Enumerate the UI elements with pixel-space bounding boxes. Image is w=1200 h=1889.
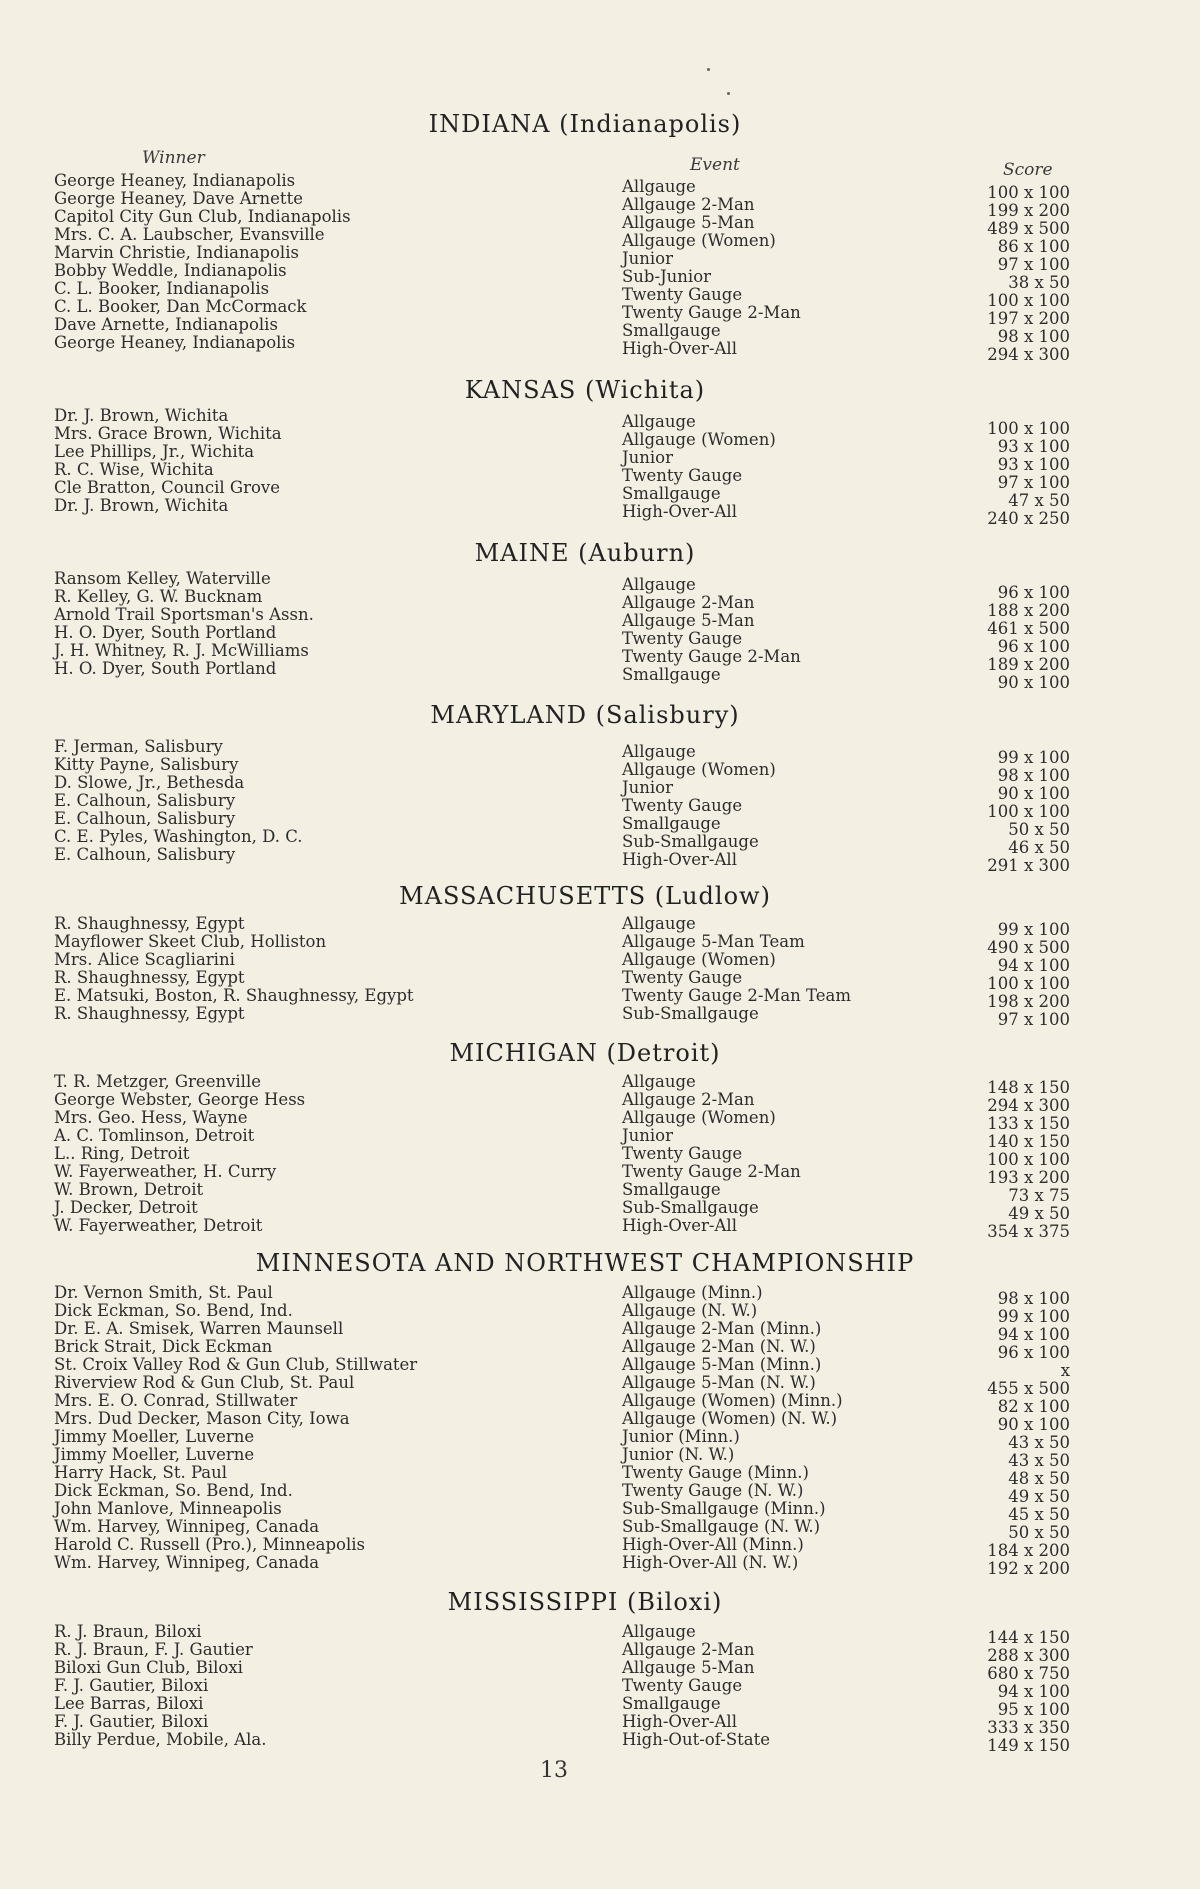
event-name: Junior: [622, 448, 673, 467]
section-title: KANSAS (Wichita): [464, 376, 706, 404]
result-row: [0, 1676, 1200, 1701]
result-row: [0, 1658, 1200, 1683]
score-value: 140 x 150: [987, 1132, 1070, 1151]
score-value: 43 x 50: [1008, 1433, 1070, 1452]
result-row: [0, 1694, 1200, 1719]
event-name: Smallgauge: [622, 484, 721, 503]
event-name: High-Over-All: [622, 502, 737, 521]
event-name: Twenty Gauge: [622, 285, 743, 304]
score-value: 188 x 200: [987, 601, 1070, 620]
winner-name: Kitty Payne, Salisbury: [54, 755, 239, 774]
event-name: Twenty Gauge: [622, 629, 743, 648]
winner-name: R. J. Braun, Biloxi: [54, 1622, 202, 1641]
result-row: [0, 1319, 1200, 1344]
winner-name: L.. Ring, Detroit: [54, 1144, 190, 1163]
winner-name: Bobby Weddle, Indianapolis: [54, 261, 287, 280]
winner-name: E. Calhoun, Salisbury: [54, 809, 236, 828]
winner-name: R. C. Wise, Wichita: [54, 460, 214, 479]
result-row: [0, 791, 1200, 821]
winner-name: Cle Bratton, Council Grove: [54, 478, 281, 497]
result-row: [0, 914, 1200, 939]
winner-name: E. Calhoun, Salisbury: [54, 791, 236, 810]
result-row: [0, 1108, 1200, 1133]
event-name: Allgauge 5-Man: [622, 611, 755, 630]
section-title: MICHIGAN (Detroit): [449, 1039, 721, 1067]
result-row: [0, 1517, 1200, 1542]
score-value: 49 x 50: [1008, 1487, 1070, 1506]
event-name: Allgauge (Minn.): [622, 1283, 763, 1302]
event-name: Twenty Gauge: [622, 1144, 743, 1163]
result-row: [0, 1730, 1200, 1755]
winner-name: Billy Perdue, Mobile, Ala.: [54, 1730, 267, 1749]
score-value: 97 x 100: [997, 255, 1070, 274]
result-row: [0, 1622, 1200, 1647]
score-value: 99 x 100: [997, 748, 1070, 767]
winner-name: John Manlove, Minneapolis: [54, 1499, 282, 1518]
winner-name: R. Shaughnessy, Egypt: [54, 914, 245, 933]
score-value: 49 x 50: [1008, 1204, 1070, 1223]
event-name: Allgauge (Women): [622, 430, 776, 449]
result-row: [0, 845, 1200, 875]
event-name: Allgauge 2-Man: [622, 1640, 755, 1659]
event-name: Sub-Smallgauge (Minn.): [622, 1499, 826, 1518]
event-name: Allgauge (Women) (Minn.): [622, 1391, 843, 1410]
event-name: High-Over-All: [622, 1216, 737, 1235]
score-value: 97 x 100: [997, 1010, 1070, 1029]
score-value: 133 x 150: [987, 1114, 1070, 1133]
result-row: [0, 1090, 1200, 1115]
event-name: Twenty Gauge 2-Man Team: [622, 986, 851, 1005]
event-name: Allgauge 2-Man: [622, 593, 755, 612]
winner-name: J. H. Whitney, R. J. McWilliams: [54, 641, 309, 660]
score-value: 99 x 100: [997, 1307, 1070, 1326]
speck-mark: [707, 68, 710, 71]
score-value: 354 x 375: [987, 1222, 1070, 1241]
section-title: MARYLAND (Salisbury): [430, 701, 740, 729]
result-row: [0, 333, 1200, 364]
score-value: 94 x 100: [997, 1325, 1070, 1344]
winner-name: W. Fayerweather, H. Curry: [54, 1162, 277, 1181]
winner-name: A. C. Tomlinson, Detroit: [54, 1126, 255, 1145]
event-name: Allgauge (N. W.): [622, 1301, 758, 1320]
winner-name: C. L. Booker, Indianapolis: [54, 279, 270, 298]
score-value: 197 x 200: [987, 309, 1070, 328]
event-name: Junior: [622, 1126, 673, 1145]
result-row: [0, 1409, 1200, 1434]
winner-name: Wm. Harvey, Winnipeg, Canada: [54, 1517, 320, 1536]
score-value: 94 x 100: [997, 956, 1070, 975]
score-value: 50 x 50: [1008, 1523, 1070, 1542]
event-name: Twenty Gauge (N. W.): [622, 1481, 804, 1500]
event-name: Twenty Gauge 2-Man: [622, 1162, 801, 1181]
score-value: 192 x 200: [987, 1559, 1070, 1578]
winner-name: Mrs. Dud Decker, Mason City, Iowa: [54, 1409, 350, 1428]
event-name: High-Out-of-State: [622, 1730, 770, 1749]
event-name: Smallgauge: [622, 1180, 721, 1199]
score-value: 240 x 250: [987, 509, 1070, 528]
result-row: [0, 1337, 1200, 1362]
score-value: 100 x 100: [987, 1150, 1070, 1169]
winner-name: Dick Eckman, So. Bend, Ind.: [54, 1301, 293, 1320]
winner-name: J. Decker, Detroit: [54, 1198, 198, 1217]
result-row: [0, 1004, 1200, 1029]
score-value: 46 x 50: [1008, 838, 1070, 857]
result-row: [0, 950, 1200, 975]
score-value: 38 x 50: [1008, 273, 1070, 292]
score-value: 45 x 50: [1008, 1505, 1070, 1524]
winner-name: Wm. Harvey, Winnipeg, Canada: [54, 1553, 320, 1572]
winner-name: Dr. J. Brown, Wichita: [54, 406, 229, 425]
event-name: Allgauge (Women) (N. W.): [622, 1409, 838, 1428]
winner-name: F. J. Gautier, Biloxi: [54, 1676, 209, 1695]
score-value: 90 x 100: [997, 673, 1070, 692]
winner-name: R. Shaughnessy, Egypt: [54, 968, 245, 987]
winner-name: F. Jerman, Salisbury: [54, 737, 223, 756]
score-value: 100 x 100: [987, 802, 1070, 821]
speck-mark: [727, 92, 730, 95]
result-row: [0, 1481, 1200, 1506]
score-value: 490 x 500: [987, 938, 1070, 957]
winner-name: Ransom Kelley, Waterville: [54, 569, 271, 588]
winner-name: Mrs. C. A. Laubscher, Evansville: [54, 225, 325, 244]
event-name: High-Over-All (Minn.): [622, 1535, 804, 1554]
winner-name: Dave Arnette, Indianapolis: [54, 315, 278, 334]
event-name: Allgauge (Women): [622, 231, 776, 250]
result-row: [0, 1216, 1200, 1241]
result-row: [0, 1553, 1200, 1578]
event-name: Allgauge: [622, 575, 696, 594]
score-value: 100 x 100: [987, 183, 1070, 202]
winner-name: Dr. J. Brown, Wichita: [54, 496, 229, 515]
score-value: 184 x 200: [987, 1541, 1070, 1560]
winner-name: R. J. Braun, F. J. Gautier: [54, 1640, 253, 1659]
result-row: [0, 1445, 1200, 1470]
result-row: [0, 1427, 1200, 1452]
result-row: [0, 1535, 1200, 1560]
event-name: Allgauge 5-Man: [622, 213, 755, 232]
event-name: Allgauge (Women): [622, 1108, 776, 1127]
score-value: 291 x 300: [987, 856, 1070, 875]
score-value: 333 x 350: [987, 1718, 1070, 1737]
event-name: Allgauge 5-Man (N. W.): [622, 1373, 816, 1392]
event-name: Sub-Junior: [622, 267, 712, 286]
event-name: Twenty Gauge (Minn.): [622, 1463, 809, 1482]
score-value: 96 x 100: [997, 637, 1070, 656]
score-value: x: [1060, 1361, 1070, 1380]
event-name: Sub-Smallgauge (N. W.): [622, 1517, 821, 1536]
score-value: 43 x 50: [1008, 1451, 1070, 1470]
score-value: 149 x 150: [987, 1736, 1070, 1755]
winner-name: Riverview Rod & Gun Club, St. Paul: [54, 1373, 355, 1392]
event-column-header: Event: [690, 155, 740, 175]
score-value: 94 x 100: [997, 1682, 1070, 1701]
result-row: [0, 1180, 1200, 1205]
winner-name: Harold C. Russell (Pro.), Minneapolis: [54, 1535, 365, 1554]
event-name: Smallgauge: [622, 321, 721, 340]
winner-name: Dr. Vernon Smith, St. Paul: [54, 1283, 273, 1302]
result-row: [0, 1144, 1200, 1169]
event-name: High-Over-All: [622, 850, 737, 869]
score-value: 93 x 100: [997, 455, 1070, 474]
score-value: 680 x 750: [987, 1664, 1070, 1683]
section-title: MAINE (Auburn): [474, 539, 696, 567]
winner-name: Mrs. Geo. Hess, Wayne: [54, 1108, 248, 1127]
winner-name: Dr. E. A. Smisek, Warren Maunsell: [54, 1319, 344, 1338]
score-value: 288 x 300: [987, 1646, 1070, 1665]
result-row: [0, 968, 1200, 993]
result-row: [0, 1198, 1200, 1223]
result-row: [0, 1126, 1200, 1151]
winner-name: R. Shaughnessy, Egypt: [54, 1004, 245, 1023]
section-title: MISSISSIPPI (Biloxi): [447, 1588, 723, 1616]
event-name: High-Over-All (N. W.): [622, 1553, 799, 1572]
score-value: 294 x 300: [987, 1096, 1070, 1115]
event-name: Smallgauge: [622, 814, 721, 833]
score-value: 98 x 100: [997, 327, 1070, 346]
page-number: 13: [540, 1758, 568, 1783]
winner-name: Mrs. E. O. Conrad, Stillwater: [54, 1391, 298, 1410]
result-row: [0, 1162, 1200, 1187]
score-value: 294 x 300: [987, 345, 1070, 364]
winner-name: Capitol City Gun Club, Indianapolis: [54, 207, 351, 226]
event-name: Smallgauge: [622, 1694, 721, 1713]
event-name: Allgauge (Women): [622, 950, 776, 969]
event-name: Twenty Gauge 2-Man: [622, 303, 801, 322]
winner-name: H. O. Dyer, South Portland: [54, 659, 277, 678]
event-name: Junior (N. W.): [622, 1445, 735, 1464]
winner-name: Arnold Trail Sportsman's Assn.: [54, 605, 314, 624]
winner-column-header: Winner: [142, 148, 205, 168]
event-name: Twenty Gauge: [622, 1676, 743, 1695]
winner-name: George Heaney, Indianapolis: [54, 171, 296, 190]
event-name: Junior (Minn.): [622, 1427, 740, 1446]
event-name: Allgauge 2-Man (N. W.): [622, 1337, 816, 1356]
event-name: Allgauge 2-Man (Minn.): [622, 1319, 822, 1338]
result-row: [0, 1301, 1200, 1326]
result-row: [0, 986, 1200, 1011]
winner-name: Lee Barras, Biloxi: [54, 1694, 204, 1713]
winner-name: H. O. Dyer, South Portland: [54, 623, 277, 642]
score-value: 47 x 50: [1008, 491, 1070, 510]
event-name: Twenty Gauge: [622, 466, 743, 485]
winner-name: D. Slowe, Jr., Bethesda: [54, 773, 245, 792]
event-name: Allgauge 5-Man: [622, 1658, 755, 1677]
score-value: 82 x 100: [997, 1397, 1070, 1416]
event-name: High-Over-All: [622, 339, 737, 358]
event-name: Junior: [622, 778, 673, 797]
winner-name: George Webster, George Hess: [54, 1090, 306, 1109]
event-name: Allgauge: [622, 412, 696, 431]
event-name: Allgauge: [622, 914, 696, 933]
score-value: 189 x 200: [987, 655, 1070, 674]
event-name: Sub-Smallgauge: [622, 832, 759, 851]
winner-name: Lee Phillips, Jr., Wichita: [54, 442, 255, 461]
score-value: 193 x 200: [987, 1168, 1070, 1187]
result-row: [0, 1072, 1200, 1097]
score-value: 86 x 100: [997, 237, 1070, 256]
event-name: Allgauge: [622, 742, 696, 761]
event-name: Allgauge: [622, 1622, 696, 1641]
winner-name: E. Matsuki, Boston, R. Shaughnessy, Egypt: [54, 986, 414, 1005]
winner-name: George Heaney, Indianapolis: [54, 333, 296, 352]
event-name: Allgauge (Women): [622, 760, 776, 779]
result-row: [0, 659, 1200, 692]
score-value: 455 x 500: [987, 1379, 1070, 1398]
section-title: INDIANA (Indianapolis): [428, 110, 742, 138]
winner-name: Mrs. Alice Scagliarini: [54, 950, 235, 969]
score-value: 50 x 50: [1008, 820, 1070, 839]
event-name: Sub-Smallgauge: [622, 1004, 759, 1023]
score-value: 97 x 100: [997, 473, 1070, 492]
score-value: 199 x 200: [987, 201, 1070, 220]
winner-name: Biloxi Gun Club, Biloxi: [54, 1658, 243, 1677]
winner-name: F. J. Gautier, Biloxi: [54, 1712, 209, 1731]
result-row: [0, 1373, 1200, 1398]
score-column-header: Score: [1003, 160, 1053, 180]
winner-name: Mrs. Grace Brown, Wichita: [54, 424, 282, 443]
score-value: 198 x 200: [987, 992, 1070, 1011]
result-row: [0, 1640, 1200, 1665]
event-name: Allgauge 5-Man Team: [622, 932, 805, 951]
score-value: 73 x 75: [1008, 1186, 1070, 1205]
winner-name: Brick Strait, Dick Eckman: [54, 1337, 273, 1356]
result-row: [0, 1283, 1200, 1308]
score-value: 98 x 100: [997, 1289, 1070, 1308]
winner-name: Marvin Christie, Indianapolis: [54, 243, 299, 262]
score-value: 100 x 100: [987, 419, 1070, 438]
score-value: 144 x 150: [987, 1628, 1070, 1647]
event-name: Twenty Gauge 2-Man: [622, 647, 801, 666]
winner-name: C. L. Booker, Dan McCormack: [54, 297, 307, 316]
event-name: Junior: [622, 249, 673, 268]
result-row: [0, 1463, 1200, 1488]
winner-name: Jimmy Moeller, Luverne: [54, 1427, 255, 1446]
winner-name: St. Croix Valley Rod & Gun Club, Stillwater: [54, 1355, 418, 1374]
event-name: Allgauge 2-Man: [622, 195, 755, 214]
result-row: [0, 932, 1200, 957]
score-value: 148 x 150: [987, 1078, 1070, 1097]
score-value: 489 x 500: [987, 219, 1070, 238]
winner-name: Mayflower Skeet Club, Holliston: [54, 932, 327, 951]
score-value: 90 x 100: [997, 1415, 1070, 1434]
score-value: 461 x 500: [987, 619, 1070, 638]
event-name: Allgauge: [622, 177, 696, 196]
result-row: [0, 496, 1200, 528]
event-name: Twenty Gauge: [622, 796, 743, 815]
result-row: [0, 1712, 1200, 1737]
result-row: [0, 1355, 1200, 1380]
score-value: 100 x 100: [987, 291, 1070, 310]
winner-name: Harry Hack, St. Paul: [54, 1463, 228, 1482]
winner-name: E. Calhoun, Salisbury: [54, 845, 236, 864]
event-name: Sub-Smallgauge: [622, 1198, 759, 1217]
event-name: Twenty Gauge: [622, 968, 743, 987]
section-title: MASSACHUSETTS (Ludlow): [399, 882, 771, 910]
winner-name: W. Brown, Detroit: [54, 1180, 204, 1199]
winner-name: W. Fayerweather, Detroit: [54, 1216, 263, 1235]
winner-name: C. E. Pyles, Washington, D. C.: [54, 827, 303, 846]
score-value: 99 x 100: [997, 920, 1070, 939]
score-value: 98 x 100: [997, 766, 1070, 785]
result-row: [0, 1391, 1200, 1416]
score-value: 96 x 100: [997, 1343, 1070, 1362]
event-name: Allgauge 2-Man: [622, 1090, 755, 1109]
event-name: Smallgauge: [622, 665, 721, 684]
winner-name: T. R. Metzger, Greenville: [54, 1072, 261, 1091]
event-name: Allgauge: [622, 1072, 696, 1091]
event-name: High-Over-All: [622, 1712, 737, 1731]
winner-name: George Heaney, Dave Arnette: [54, 189, 303, 208]
winner-name: Jimmy Moeller, Luverne: [54, 1445, 255, 1464]
event-name: Allgauge 5-Man (Minn.): [622, 1355, 822, 1374]
score-value: 48 x 50: [1008, 1469, 1070, 1488]
section-title: MINNESOTA AND NORTHWEST CHAMPIONSHIP: [255, 1249, 915, 1277]
score-value: 95 x 100: [997, 1700, 1070, 1719]
score-value: 96 x 100: [997, 583, 1070, 602]
score-value: 100 x 100: [987, 974, 1070, 993]
score-value: 93 x 100: [997, 437, 1070, 456]
score-value: 90 x 100: [997, 784, 1070, 803]
winner-name: R. Kelley, G. W. Bucknam: [54, 587, 263, 606]
winner-name: Dick Eckman, So. Bend, Ind.: [54, 1481, 293, 1500]
result-row: [0, 1499, 1200, 1524]
